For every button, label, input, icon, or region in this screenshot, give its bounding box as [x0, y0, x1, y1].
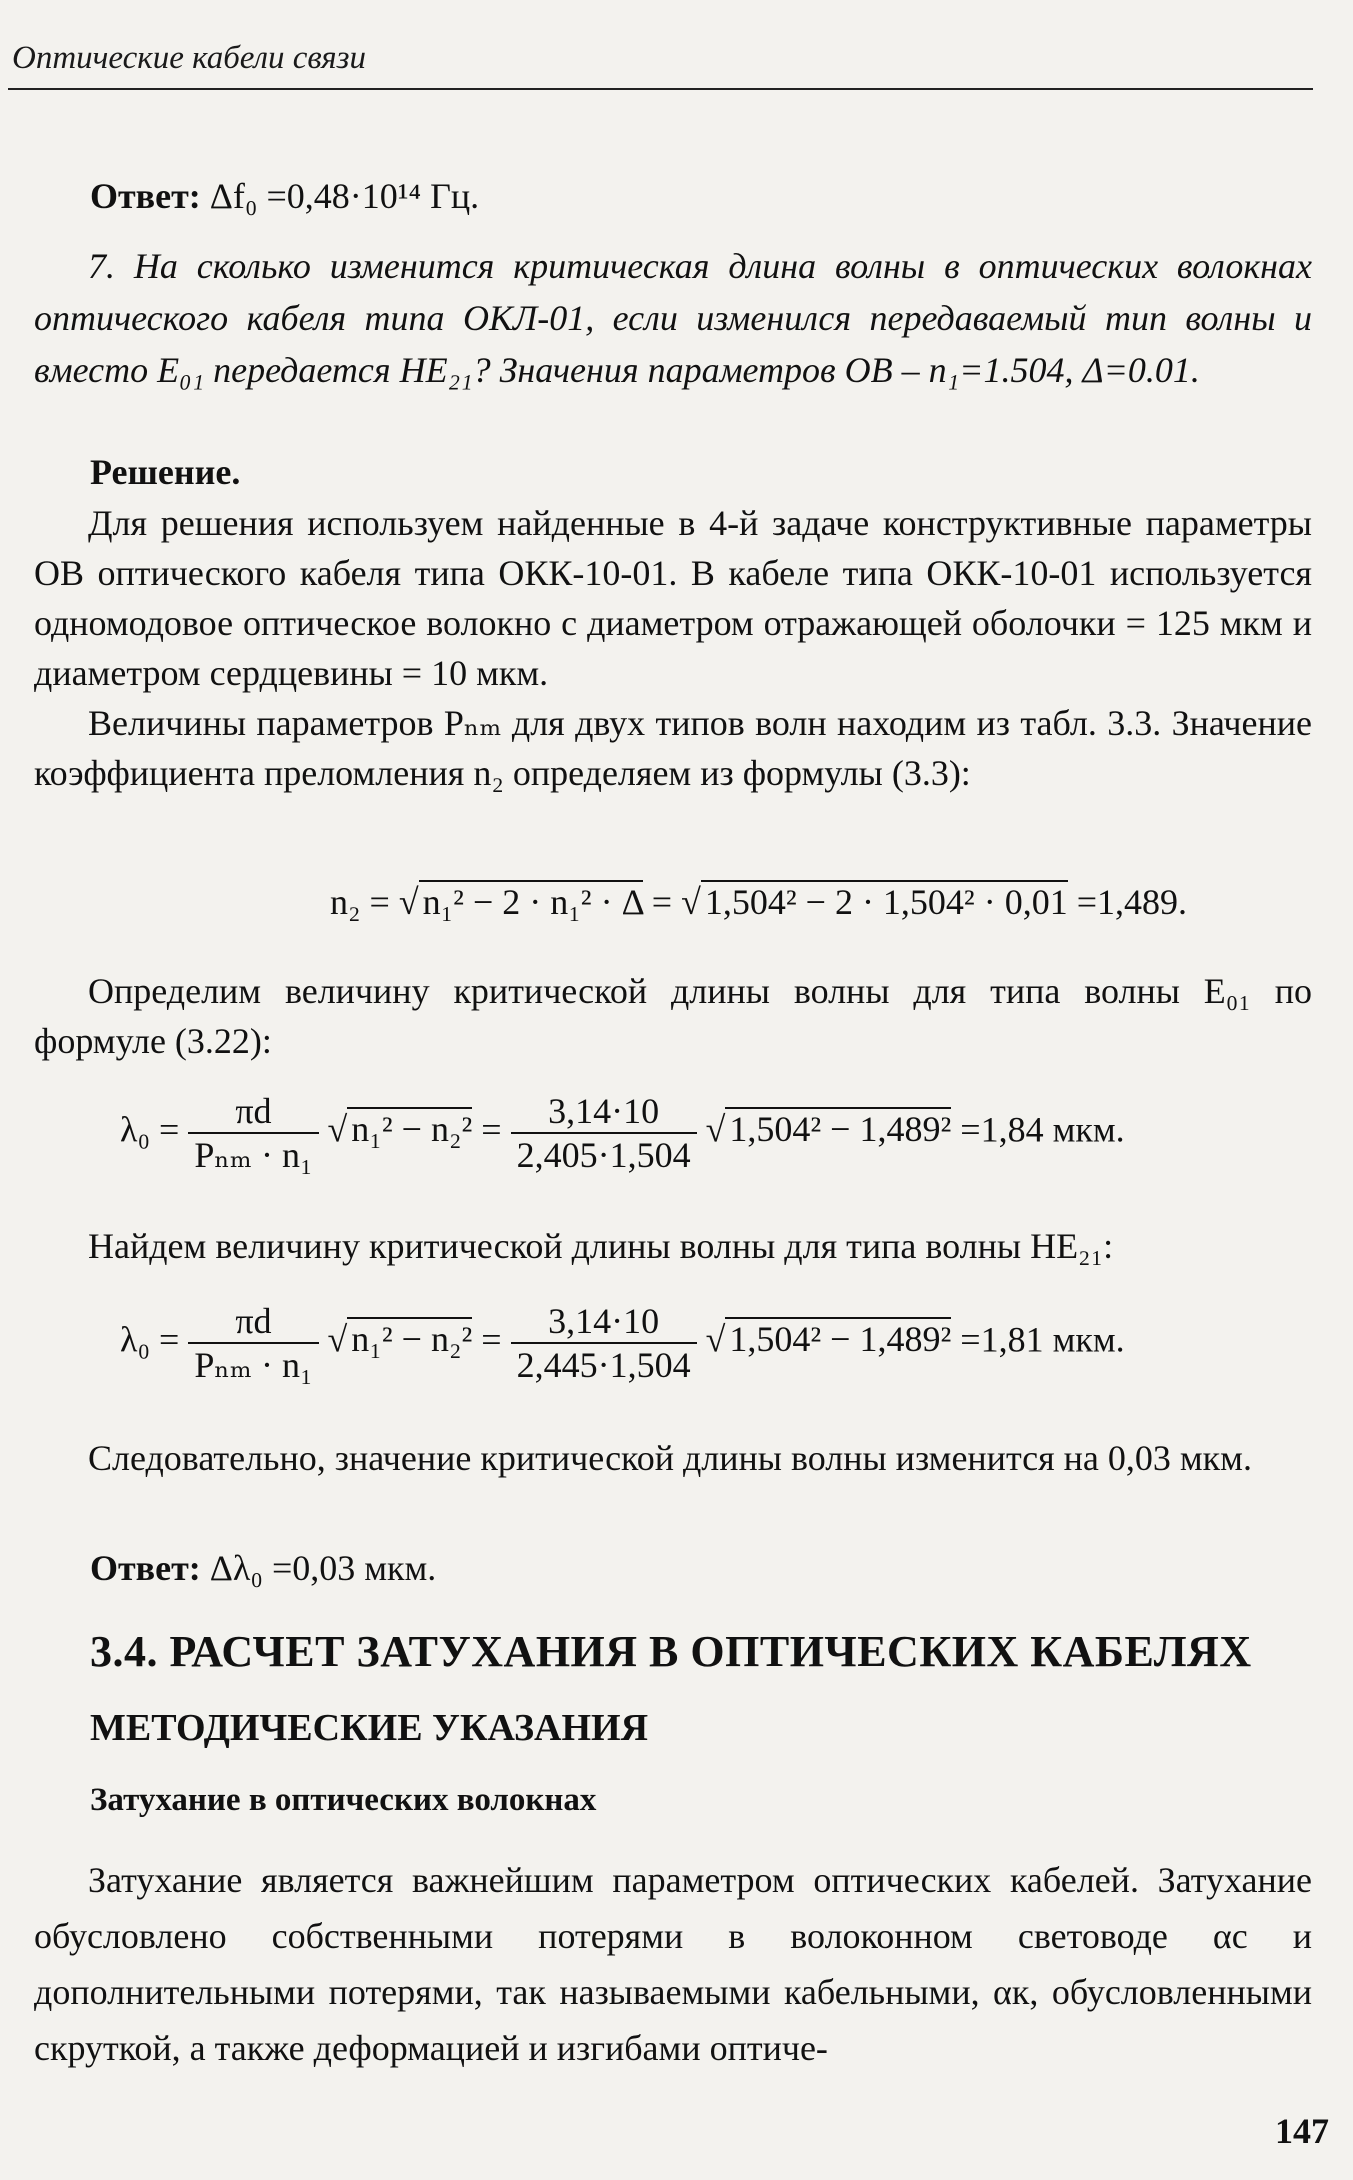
formula-he21 — [120, 1300, 1125, 1386]
sqrt-sign-5: √ — [327, 1319, 348, 1360]
formula-he21-result: =1,81 мкм. — [960, 1319, 1125, 1360]
answer-1-text: Δf₀ =0,48·10¹⁴ Гц. — [209, 176, 480, 216]
formula-e01-root-numeric: 1,504² − 1,489² — [725, 1107, 951, 1149]
fraction-2-num: 3,14·10 — [511, 1090, 697, 1134]
answer-2 — [90, 1544, 436, 1592]
fraction-4-den: 2,445·1,504 — [516, 1345, 691, 1385]
fraction-1-num: πd — [188, 1090, 318, 1134]
fraction-2-den: 2,405·1,504 — [516, 1135, 691, 1175]
fraction-4 — [511, 1300, 697, 1386]
solution-para-1: Для решения используем найденные в 4-й задаче конструктивные параметры ОВ оптического кабеля типа ОКК-10-01. В кабеле типа ОКК-10-01 используется одномодовое оптическое волокно с диаметром отражающей оболочки = 125 мкм и диаметром сердцевины = 10 мкм. — [34, 503, 1312, 693]
formula-he21-lhs: λ₀ = — [120, 1319, 180, 1360]
formula-e01 — [120, 1090, 1125, 1176]
formula-e01-lhs: λ₀ = — [120, 1109, 180, 1150]
solution-label: Решение. — [90, 452, 241, 492]
fraction-3-den: Pₙₘ · n₁ — [194, 1345, 313, 1385]
sqrt-sign-2: √ — [681, 882, 701, 922]
section-subsubtitle: Затухание в оптических волокнах — [90, 1782, 597, 1818]
problem-7: 7. На сколько изменится критическая длина волны в оптических волокнах оптического кабеля типа ОКЛ-01, если изменился передаваемый тип волны и вместо E₀₁ передается HE₂₁? Значения параметров ОВ – n₁=1.504, Δ=0.01. — [34, 246, 1312, 390]
header-rule — [8, 88, 1313, 90]
formula-he21-eq: = — [481, 1319, 502, 1360]
formula-n2-lhs: n₂ = — [330, 882, 390, 922]
formula-e01-root: n₁² − n₂² — [347, 1107, 472, 1149]
fraction-4-num: 3,14·10 — [511, 1300, 697, 1344]
formula-n2-result: =1,489. — [1076, 882, 1188, 922]
running-title: Оптические кабели связи — [12, 40, 367, 76]
answer-2-text: Δλ₀ =0,03 мкм. — [209, 1548, 437, 1588]
formula-n2-radicand: n₁² − 2 · n₁² · Δ — [419, 880, 643, 922]
formula-n2 — [330, 878, 1187, 926]
sqrt-sign-3: √ — [327, 1109, 348, 1150]
section-title: 3.4. РАСЧЕТ ЗАТУХАНИЯ В ОПТИЧЕСКИХ КАБЕЛЯХ — [90, 1627, 1252, 1676]
section-subtitle: МЕТОДИЧЕСКИЕ УКАЗАНИЯ — [90, 1707, 649, 1749]
formula-n2-numeric: 1,504² − 2 · 1,504² · 0,01 — [701, 880, 1068, 922]
fraction-1 — [188, 1090, 318, 1176]
fraction-3-num: πd — [188, 1300, 318, 1344]
solution-para-3: Определим величину критической длины волны для типа волны E₀₁ по формуле (3.22): — [34, 971, 1312, 1061]
solution-para-4: Найдем величину критической длины волны для типа волны HE₂₁: — [88, 1226, 1114, 1266]
formula-e01-result: =1,84 мкм. — [960, 1109, 1125, 1150]
sqrt-sign-1: √ — [398, 882, 419, 922]
page-number: 147 — [1275, 2111, 1329, 2151]
sqrt-sign-4: √ — [705, 1109, 726, 1150]
solution-para-5: Следовательно, значение критической длины волны изменится на 0,03 мкм. — [88, 1438, 1252, 1478]
answer-1-label: Ответ: — [90, 176, 201, 216]
formula-n2-eq: = — [651, 882, 673, 922]
sqrt-sign-6: √ — [705, 1319, 726, 1360]
fraction-1-den: Pₙₘ · n₁ — [194, 1135, 313, 1175]
solution-para-2: Величины параметров Pₙₘ для двух типов волн находим из табл. 3.3. Значение коэффициента преломления n₂ определяем из формулы (3.3): — [34, 703, 1312, 793]
formula-he21-root: n₁² − n₂² — [347, 1317, 472, 1359]
fraction-2 — [511, 1090, 697, 1176]
fraction-3 — [188, 1300, 318, 1386]
formula-he21-root-numeric: 1,504² − 1,489² — [725, 1317, 951, 1359]
section-para: Затухание является важнейшим параметром оптических кабелей. Затухание обусловлено собственными потерями в волоконном световоде αc и дополнительными потерями, так называемыми кабельными, αк, обусловленными скруткой, а также деформацией и изгибами оптиче- — [34, 1860, 1312, 2068]
formula-e01-eq: = — [481, 1109, 502, 1150]
answer-2-label: Ответ: — [90, 1548, 201, 1588]
answer-1 — [90, 172, 479, 220]
